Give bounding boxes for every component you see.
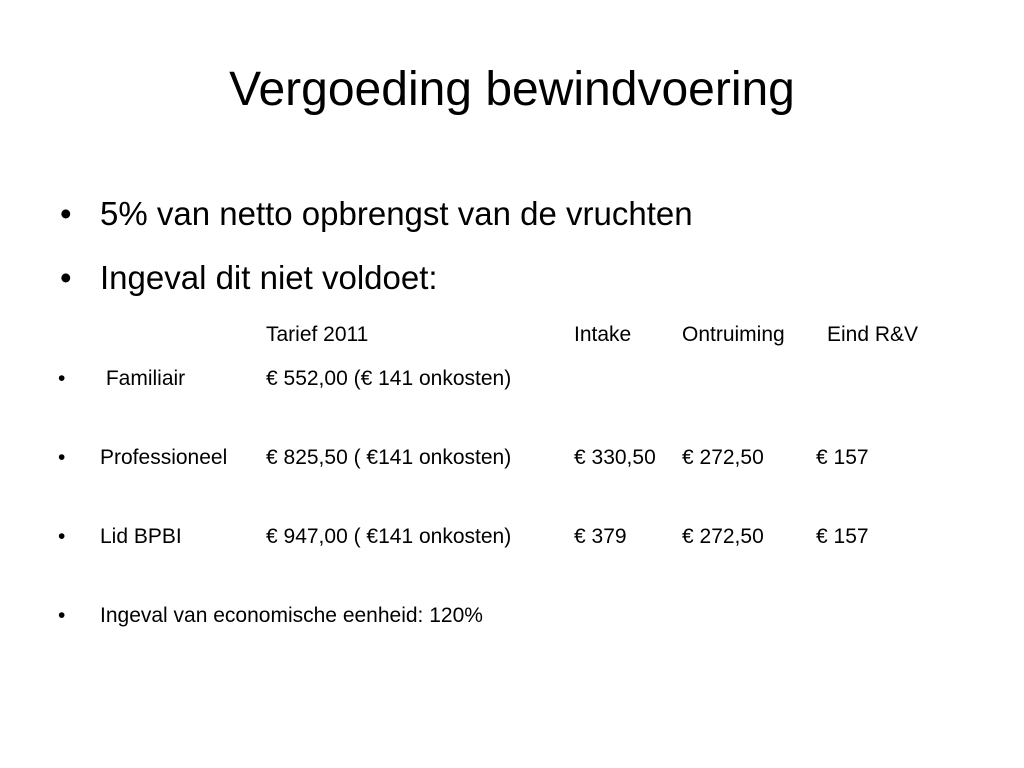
row-category: Lid BPBI bbox=[100, 525, 182, 548]
row-ontruiming: € 272,50 bbox=[682, 446, 764, 469]
row-tarief: € 825,50 ( €141 onkosten) bbox=[266, 446, 512, 469]
row-eind: € 157 bbox=[816, 446, 869, 469]
note-text: Ingeval van economische eenheid: 120% bbox=[100, 604, 483, 627]
row-ontruiming: € 272,50 bbox=[682, 525, 764, 548]
header-eind: Eind R&V bbox=[827, 323, 919, 346]
bullet-icon: • bbox=[58, 367, 66, 390]
row-tarief: € 947,00 ( €141 onkosten) bbox=[266, 525, 512, 548]
header-ontruiming: Ontruiming bbox=[682, 323, 785, 346]
table-row bbox=[0, 520, 1024, 554]
row-intake: € 330,50 bbox=[574, 446, 656, 469]
bullet-icon: • bbox=[58, 446, 66, 469]
bullet-icon: • bbox=[60, 259, 72, 296]
row-eind: € 157 bbox=[816, 525, 869, 548]
header-intake: Intake bbox=[574, 323, 632, 346]
bullet-icon: • bbox=[58, 525, 66, 548]
row-intake: € 379 bbox=[574, 525, 627, 548]
slide-title: Vergoeding bewindvoering bbox=[229, 63, 795, 116]
table-row bbox=[0, 362, 1024, 396]
row-category: Professioneel bbox=[100, 446, 228, 469]
bullet-text: 5% van netto opbrengst van de vruchten bbox=[100, 195, 693, 232]
note-row bbox=[0, 599, 1024, 633]
row-category: Familiair bbox=[100, 367, 186, 390]
table-row bbox=[0, 441, 1024, 475]
row-tarief: € 552,00 (€ 141 onkosten) bbox=[266, 367, 512, 390]
header-tarief: Tarief 2011 bbox=[266, 323, 369, 346]
table-header-row bbox=[0, 318, 1024, 352]
bullet-text: Ingeval dit niet voldoet: bbox=[100, 259, 438, 296]
bullet-icon: • bbox=[60, 195, 72, 232]
bullet-icon: • bbox=[58, 604, 66, 627]
